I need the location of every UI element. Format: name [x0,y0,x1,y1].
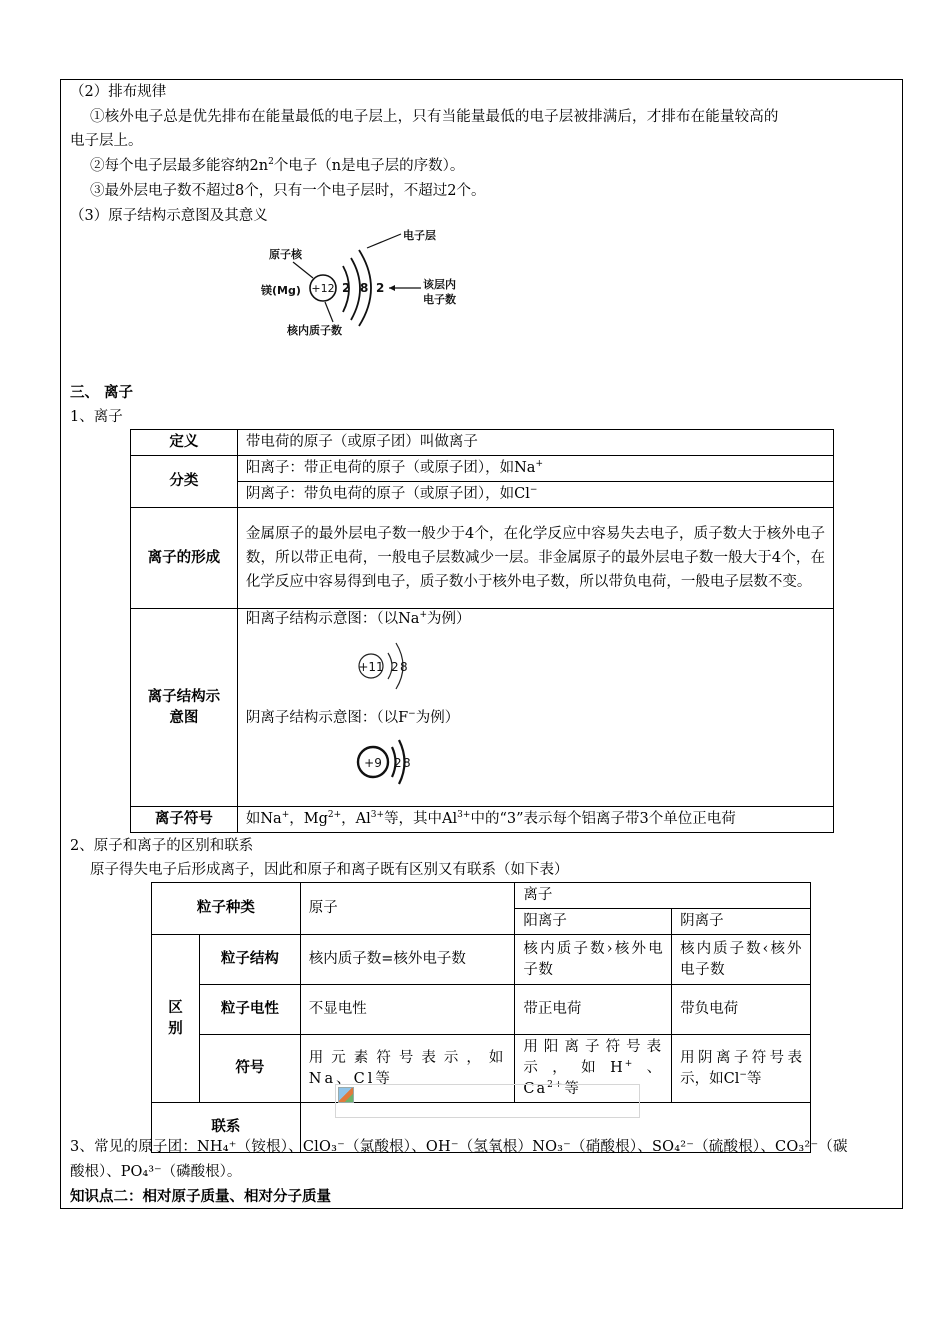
cation-caption: 阳离子结构示意图：（以Na+为例） [245,610,471,627]
broken-image-placeholder [335,1084,640,1118]
element-label: 镁(Mg) [261,284,301,297]
symbol-cation: 用阳离子符号表示，如H+、$Ca^{2+}$等 [515,1035,672,1103]
f-shell-1: 2 [393,756,402,770]
count-label-2: 电子数 [423,293,456,306]
class-cation: 阳离子：带正电荷的原子（或原子团），如Na+ [237,456,833,482]
structure-header: 离子结构示 意图 [131,609,238,807]
structure-row-header: 粒子结构 [199,935,300,985]
formation-value: 金属原子的最外层电子数一般少于4个，在化学反应中容易失去电子，质子数大于核外电子数，所以带正电荷，一般电子层数减少一层。非金属原子的最外层电子数一般大于4个，在化学反应中容易得到电子，质子数小于核外电子数，所以带负电荷，一般电子层数不变。 [237,508,833,609]
layer-pointer [367,234,401,248]
ion-class-row-1 [131,456,834,482]
def-value: 带电荷的原子（或原子团）叫做离子 [237,430,833,456]
radicals-line-1: 3、常见的原子团：NH₄⁺（铵根）、ClO₃⁻（氯酸根）、OH⁻（氢氧根）NO₃⁻（硝酸根）、SO₄²⁻（硫酸根）、CO₃²⁻（碳 [70,1139,848,1155]
formation-header: 离子的形成 [131,508,238,609]
rule-1-line-2: 电子层上。 [70,133,143,149]
charge-atom: 不显电性 [300,985,515,1035]
mg-atom-diagram [255,222,470,342]
symbol-value: 如Na+，$Mg^{2+}$，$Al^{3+}$等，其中$Al^{3+}$中的“3”表示每个铝离子带3个单位正电荷 [237,807,833,833]
cation-header: 阳离子 [515,909,672,935]
knowledge-point-2: 知识点二：相对原子质量、相对分子质量 [70,1189,331,1205]
diagram-heading: （3）原子结构示意图及其意义 [70,208,268,224]
charge-row [152,985,811,1035]
nucleus-label: 原子核 [269,248,302,261]
shell-count-3: 2 [376,281,385,295]
f-ion-diagram [354,737,416,787]
ion-table [130,429,834,833]
charge-row-header: 粒子电性 [199,985,300,1035]
ions-subheading: 1、离子 [70,409,123,425]
compare-heading: 2、原子和离子的区别和联系 [70,838,254,854]
symbol-header: 离子符号 [131,807,238,833]
difference-header: 区 别 [152,935,200,1103]
f-shell-2: 8 [402,756,411,770]
na-ion-diagram [354,639,424,693]
ion-formation-row [131,508,834,609]
structure-value [237,609,833,807]
na-shell-2: 8 [399,660,408,674]
na-nucleus: +11 [358,660,384,674]
symbol-atom: 用元素符号表示，如Na、Cl等 [300,1035,515,1103]
rule-3: ③最外层电子数不超过8个，只有一个电子层时，不超过2个。 [90,183,486,199]
broken-image-icon [338,1087,354,1103]
nucleus-value: +12 [311,282,335,295]
charge-cation: 带正电荷 [515,985,672,1035]
ion-symbol-row [131,807,834,833]
shell-count-1: 2 [342,281,351,295]
shell-count-2: 8 [360,281,369,295]
symbol-anion: 用阴离子符号表示，如Cl−等 [672,1035,811,1103]
proton-pointer [325,302,333,322]
radicals-line-2: 酸根）、PO₄³⁻（磷酸根）。 [70,1164,242,1180]
ion-structure-row [131,609,834,807]
class-header: 分类 [131,456,238,508]
anion-header: 阴离子 [672,909,811,935]
structure-anion: 核内质子数‹核外电子数 [672,935,811,985]
kind-header: 粒子种类 [152,883,301,935]
proton-label: 核内质子数 [287,324,342,337]
shell-arc-2 [351,258,360,320]
structure-atom: 核内质子数=核外电子数 [300,935,515,985]
charge-anion: 带负电荷 [672,985,811,1035]
rule-2: ②每个电子层最多能容纳$2n^2$个电子（n是电子层的序数）。 [90,157,465,174]
arrangement-heading: （2）排布规律 [70,84,167,100]
ion-def-row [131,430,834,456]
nucleus-pointer [293,262,313,278]
na-shell-1: 2 [390,660,399,674]
structure-cation: 核内质子数›核外电子数 [515,935,672,985]
rule-1-line-1: ①核外电子总是优先排布在能量最低的电子层上，只有当能量最低的电子层被排满后，才排布在能量较高的 [90,109,779,125]
compare-intro: 原子得失电子后形成离子，因此和原子和离子既有区别又有联系（如下表） [90,862,569,878]
structure-row [152,935,811,985]
def-header: 定义 [131,430,238,456]
f-nucleus: +9 [364,756,382,770]
class-anion: 阴离子：带负电荷的原子（或原子团），如Cl− [237,482,833,508]
ions-section-heading: 三、 离子 [70,385,134,401]
layer-label: 电子层 [403,229,436,242]
compare-header-row-1 [152,883,811,909]
count-label-1: 该层内 [423,278,456,291]
anion-caption: 阴离子结构示意图：（以F−为例） [245,709,460,726]
count-arrowhead [389,285,395,291]
atom-header: 原子 [300,883,515,935]
relation-header: 联系 [152,1103,301,1153]
symbol-row-header: 符号 [199,1035,300,1103]
ion-header: 离子 [515,883,811,909]
